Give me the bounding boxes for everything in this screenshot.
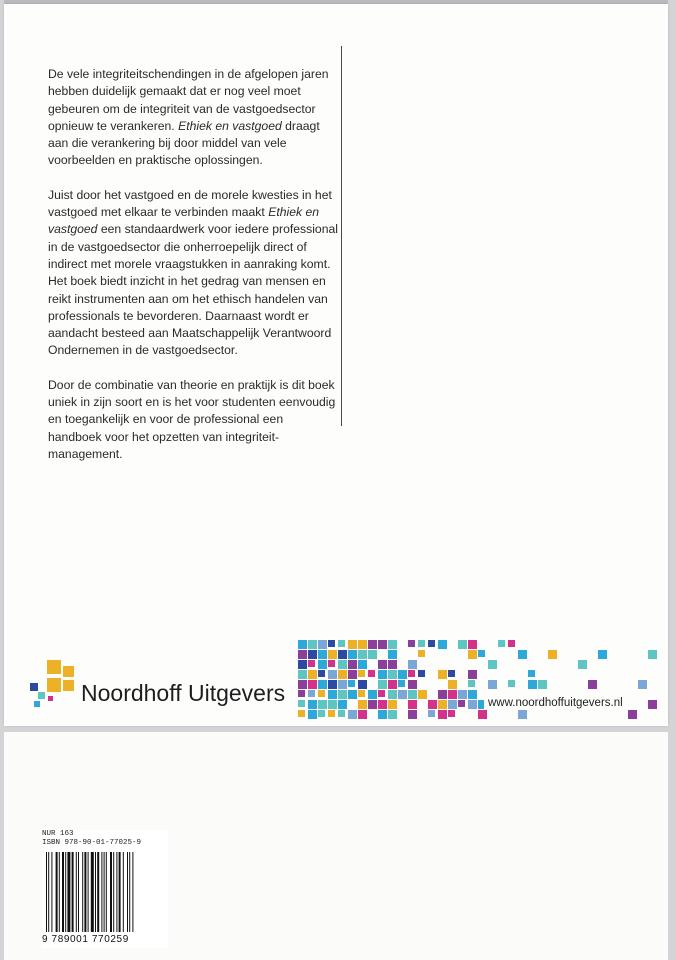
mosaic-tile	[368, 650, 377, 659]
mosaic-tile	[318, 660, 327, 669]
mosaic-tile	[338, 650, 347, 659]
mosaic-tile	[318, 700, 327, 709]
noordhoff-logo-icon	[26, 659, 76, 709]
mosaic-tile	[508, 640, 515, 647]
mosaic-tile	[438, 700, 447, 709]
mosaic-tile	[548, 650, 557, 659]
mosaic-tile	[328, 710, 335, 717]
mosaic-tile	[438, 710, 447, 719]
mosaic-tile	[328, 640, 335, 647]
mosaic-tile	[408, 680, 417, 689]
mosaic-tile	[578, 660, 587, 669]
mosaic-tile	[428, 710, 435, 717]
mosaic-tile	[318, 650, 327, 659]
barcode-bar	[59, 852, 60, 932]
barcode-bar	[91, 852, 94, 932]
mosaic-tile	[468, 680, 475, 687]
mosaic-tile	[398, 690, 407, 699]
mosaic-tile	[348, 660, 357, 669]
barcode-bar	[78, 852, 79, 932]
publisher-website[interactable]: www.noordhoffuitgevers.nl	[484, 696, 627, 710]
mosaic-tile	[588, 680, 597, 689]
mosaic-tile	[308, 660, 315, 667]
mosaic-tile	[468, 700, 477, 709]
mosaic-tile	[408, 660, 417, 669]
mosaic-tile	[358, 670, 365, 677]
mosaic-tile	[468, 690, 477, 699]
book-title-italic: Ethiek en vastgoed	[178, 118, 282, 133]
mosaic-tile	[338, 700, 347, 709]
mosaic-tile	[378, 690, 385, 697]
barcode-bar	[76, 852, 77, 932]
mosaic-tile	[448, 690, 457, 699]
mosaic-tile	[528, 680, 537, 689]
barcode-bar	[62, 852, 64, 932]
mosaic-tile	[408, 690, 417, 699]
mosaic-tile	[298, 650, 307, 659]
mosaic-tile	[438, 690, 447, 699]
mosaic-tile	[338, 640, 345, 647]
mosaic-tile	[368, 640, 377, 649]
mosaic-tile	[358, 660, 367, 669]
mosaic-tile	[338, 680, 347, 689]
mosaic-tile	[298, 700, 305, 707]
mosaic-tile	[388, 690, 397, 699]
mosaic-tile	[318, 680, 327, 689]
mosaic-tile	[648, 700, 657, 709]
barcode-bar	[48, 852, 49, 932]
mosaic-tile	[308, 700, 317, 709]
blurb-paragraph-1: De vele integriteitschendingen in de afgelopen jaren hebben duidelijk gemaakt dat er nog veel moet gebeuren om de integriteit van de vastgoedsector opnieuw te verankeren. Ethiek en vastgoed draagt aan die verankering bij door middel van vele voorbeelden en praktische oplossingen.	[48, 67, 329, 168]
mosaic-tile	[348, 710, 357, 719]
mosaic-tile	[628, 710, 637, 719]
mosaic-tile	[598, 650, 607, 659]
mosaic-tile	[388, 660, 397, 669]
mosaic-tile	[428, 640, 435, 647]
blurb-paragraph-2: Juist door het vastgoed en de morele kwesties in het vastgoed met elkaar te verbinden maakt Ethiek en vastgoed een standaardwerk voor iedere professional in de vastgoedsector die onherroepelijk direct of indirect met morele vraagstukken in aanraking komt. Het boek biedt inzicht in het gedrag van mensen en reikt instrumenten aan om het ethisch handelen van professionals te bevorderen. Daarnaast wordt er aandacht besteed aan Maatschappelijk Verantwoord Ondernemen in de vastgoedsector.	[48, 187, 338, 358]
mosaic-tile	[388, 700, 397, 709]
mosaic-tile	[308, 690, 315, 697]
mosaic-tile	[538, 680, 547, 689]
mosaic-tile	[448, 700, 457, 709]
barcode-bar	[132, 852, 133, 932]
barcode-bar	[88, 852, 89, 932]
mosaic-tile	[408, 670, 415, 677]
mosaic-tile	[398, 670, 407, 679]
nur-code: NUR 163	[42, 830, 74, 838]
vertical-rule	[341, 46, 342, 426]
mosaic-tile	[458, 690, 467, 699]
mosaic-tile	[458, 640, 467, 649]
mosaic-tile	[308, 650, 317, 659]
barcode-bar	[119, 852, 121, 932]
mosaic-tile	[348, 680, 355, 687]
mosaic-tile	[378, 680, 387, 689]
mosaic-tile	[418, 670, 425, 677]
mosaic-tile	[518, 650, 527, 659]
barcode-bar	[56, 852, 58, 932]
barcode-bar	[67, 852, 70, 932]
mosaic-tile	[298, 690, 305, 697]
publisher-name: Noordhoff Uitgevers	[81, 680, 286, 706]
mosaic-tile	[408, 700, 417, 709]
mosaic-tile	[318, 670, 325, 677]
mosaic-tile	[358, 700, 367, 709]
barcode-icon	[46, 852, 164, 934]
barcode-bar	[95, 852, 96, 932]
mosaic-tile	[398, 680, 405, 687]
mosaic-tile	[468, 640, 477, 649]
barcode-digits: 9 789001 770259	[42, 934, 129, 945]
mosaic-tile	[518, 710, 527, 719]
mosaic-tile	[328, 690, 337, 699]
mosaic-tile	[328, 650, 337, 659]
mosaic-tile	[648, 650, 657, 659]
mosaic-tile	[388, 650, 397, 659]
mosaic-tile	[308, 680, 317, 689]
mosaic-tile	[318, 640, 327, 649]
mosaic-tile	[448, 680, 457, 689]
mosaic-tile	[378, 700, 387, 709]
mosaic-tile	[388, 640, 397, 649]
mosaic-tile	[438, 640, 447, 649]
barcode-block	[42, 830, 168, 948]
mosaic-tile	[378, 710, 387, 719]
mosaic-tile	[328, 660, 335, 667]
mosaic-tile	[388, 670, 397, 679]
blurb-paragraph-3: Door de combinatie van theorie en praktijk is dit boek uniek in zijn soort en is het voor studenten eenvoudig en toegankelijk en voor de professional een handboek voor het opzetten van integriteit-management.	[48, 377, 336, 461]
mosaic-tile	[498, 640, 505, 647]
mosaic-tile	[418, 690, 427, 699]
mosaic-tile	[508, 680, 515, 687]
mosaic-tile	[338, 670, 347, 679]
mosaic-tile	[428, 700, 437, 709]
mosaic-tile	[418, 640, 425, 647]
barcode-bar	[129, 852, 130, 932]
mosaic-tile	[318, 710, 325, 717]
mosaic-tile	[328, 680, 337, 689]
barcode-bar	[106, 852, 107, 932]
mosaic-tile	[308, 670, 317, 679]
mosaic-tile	[358, 710, 367, 719]
mosaic-tile	[338, 660, 347, 669]
mosaic-tile	[358, 640, 367, 649]
mosaic-tile	[488, 660, 497, 669]
back-cover-blurb	[48, 66, 340, 480]
mosaic-tile	[408, 710, 417, 719]
barcode-bar	[110, 852, 112, 932]
barcode-bar	[84, 852, 86, 932]
mosaic-tile	[368, 670, 375, 677]
mosaic-tile	[478, 650, 485, 657]
mosaic-tile	[358, 680, 367, 689]
barcode-bar	[116, 852, 117, 932]
mosaic-tile	[368, 690, 377, 699]
mosaic-tile	[348, 640, 357, 649]
mosaic-tile	[338, 710, 345, 717]
mosaic-tile	[378, 660, 387, 669]
mosaic-tile	[328, 700, 337, 709]
mosaic-tile	[298, 660, 307, 669]
mosaic-tile	[388, 680, 397, 689]
mosaic-tile	[298, 670, 307, 679]
mosaic-tile	[318, 690, 325, 697]
mosaic-tile	[378, 640, 387, 649]
barcode-bar	[104, 852, 105, 932]
mosaic-tile	[358, 690, 365, 697]
mosaic-tile	[348, 650, 357, 659]
mosaic-tile	[298, 680, 307, 689]
barcode-bar	[82, 852, 83, 932]
barcode-bar	[72, 852, 74, 932]
mosaic-tile	[478, 710, 487, 719]
barcode-bar	[123, 852, 124, 932]
mosaic-tile	[358, 650, 367, 659]
mosaic-tile	[308, 640, 317, 649]
mosaic-tile	[328, 670, 337, 679]
barcode-bar	[97, 852, 99, 932]
mosaic-tile	[348, 670, 357, 679]
barcode-bar	[113, 852, 114, 932]
barcode-bar	[51, 852, 52, 932]
mosaic-tile	[448, 670, 455, 677]
mosaic-tile	[468, 650, 477, 659]
mosaic-tile	[438, 670, 447, 679]
mosaic-tile	[638, 680, 647, 689]
barcode-bar	[65, 852, 66, 932]
mosaic-tile	[418, 650, 425, 657]
mosaic-tile	[528, 670, 535, 677]
mosaic-tile	[408, 640, 415, 647]
isbn-number: ISBN 978-90-01-77025-9	[42, 839, 142, 847]
mosaic-tile	[308, 710, 317, 719]
mosaic-tile	[338, 690, 347, 699]
barcode-bar	[127, 852, 128, 932]
barcode-bar	[101, 852, 102, 932]
mosaic-tile	[298, 640, 307, 649]
mosaic-tile	[298, 710, 305, 717]
mosaic-tile	[468, 670, 477, 679]
mosaic-tile	[388, 710, 397, 719]
mosaic-tile	[448, 710, 455, 717]
mosaic-tile	[348, 690, 357, 699]
barcode-bar	[46, 852, 47, 932]
mosaic-tile	[378, 670, 387, 679]
mosaic-tile	[488, 680, 497, 689]
mosaic-tile	[458, 700, 465, 707]
book-title-italic: Ethiek en vastgoed	[48, 205, 320, 237]
mosaic-tile	[368, 700, 377, 709]
